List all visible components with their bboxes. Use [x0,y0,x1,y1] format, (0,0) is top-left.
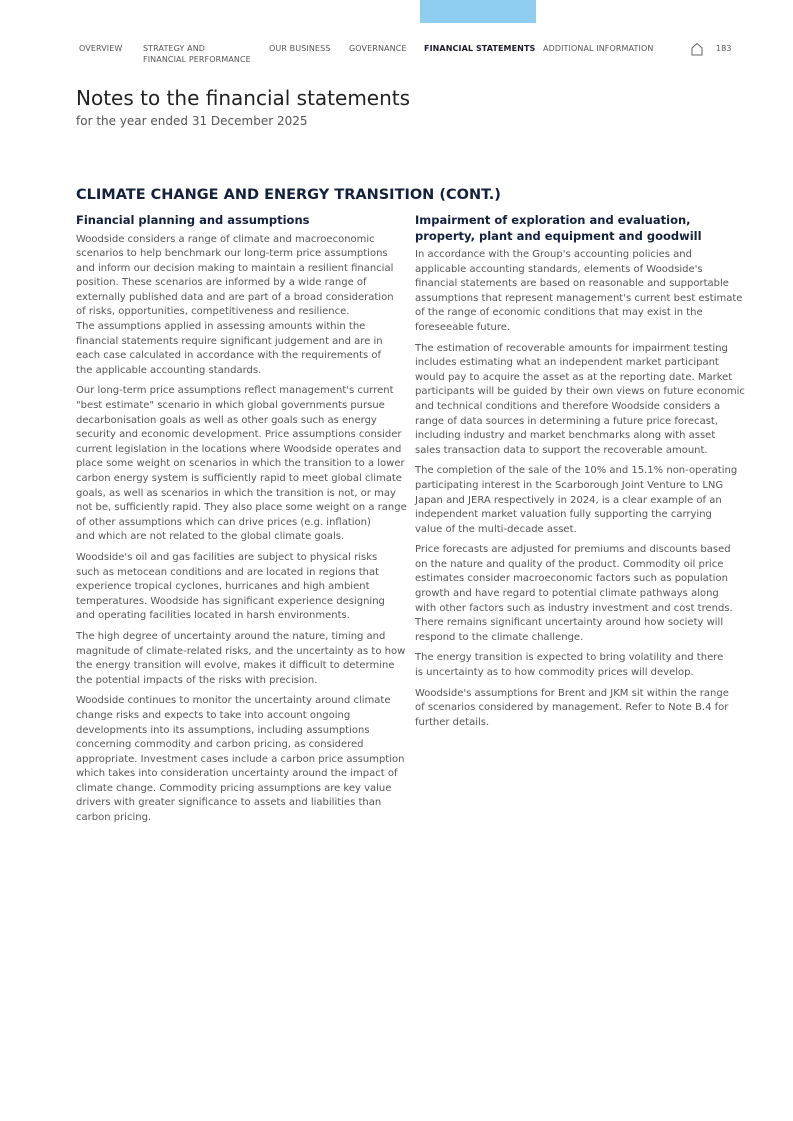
page-subtitle: for the year ended 31 December 2025 [76,114,308,128]
text-line: current legislation in the locations where Woodside operates and [76,443,402,455]
heading-line: Financial planning and assumptions [76,213,310,227]
text-line: temperatures. Woodside has significant experience designing [76,595,385,607]
text-line: financial statements are based on reasonable and supportable [415,278,729,290]
text-line: and which are not related to the global climate goals. [76,531,345,543]
section-tab-marker [420,0,536,23]
text-line: The estimation of recoverable amounts for impairment testing [415,342,728,354]
text-line: scenarios to help benchmark our long-term price assumptions [76,248,388,260]
text-line: security and economic development. Price assumptions consider [76,429,402,441]
text-line: and technical conditions and therefore Woodside considers a [415,400,721,412]
text-line: of the range of economic conditions that may exist in the [415,307,703,319]
text-line: goals, as well as scenarios in which the transition is not, or may [76,487,396,499]
text-line: foreseeable future. [415,321,511,333]
body-paragraph [76,551,406,624]
body-paragraph [415,687,745,731]
text-line: The completion of the sale of the 10% and 15.1% non-operating [415,465,738,477]
body-paragraph [76,630,406,688]
text-line: Woodside continues to monitor the uncertainty around climate [76,695,391,707]
nav-strategy[interactable]: STRATEGY AND [143,44,206,53]
text-line: respond to the climate challenge. [415,631,584,643]
nav-additional-information[interactable]: ADDITIONAL INFORMATION [543,44,654,53]
nav-our-business[interactable]: OUR BUSINESS [269,44,331,53]
text-line: "best estimate" scenario in which global governments pursue [76,400,385,412]
text-line: which takes into consideration uncertainty around the impact of [76,768,398,780]
text-line: range of data sources in determining a future price forecast, [415,415,719,427]
text-line: Woodside considers a range of climate and macroeconomic [76,233,375,245]
text-line: There remains significant uncertainty around how society will [415,617,724,629]
body-paragraph [76,694,406,825]
home-icon[interactable] [690,42,704,56]
text-line: magnitude of climate-related risks, and the uncertainty as to how [76,645,406,657]
text-line: externally published data and are part of a broad consideration [76,291,394,303]
text-line: of scenarios considered by management. Refer to Note B.4 for [415,702,729,714]
text-line: The assumptions applied in assessing amounts within the [76,321,366,333]
text-line: The energy transition is expected to bring volatility and there [415,652,724,664]
text-line: further details. [415,716,490,728]
text-line: In accordance with the Group's accounting policies and [415,249,692,260]
text-line: experience tropical cyclones, hurricanes and high ambient [76,581,370,593]
text-line: The high degree of uncertainty around the nature, timing and [76,630,386,642]
text-line: carbon pricing. [76,812,152,824]
text-line: place some weight on scenarios in which the transition to a lower [76,458,405,470]
text-line: the potential impacts of the risks with precision. [76,674,318,686]
text-line: financial statements require significant judgement and are in [76,335,383,347]
text-line: position. These scenarios are informed by a wide range of [76,277,367,289]
text-line: independent market valuation fully supporting the carrying [415,509,712,521]
nav-overview[interactable]: OVERVIEW [79,44,123,53]
left-column-heading [76,213,406,229]
text-line: participants will be guided by their own views on future economic [415,386,745,398]
text-line: Woodside's oil and gas facilities are subject to physical risks [76,551,378,563]
text-line: participating interest in the Scarborough Joint Venture to LNG [415,479,724,491]
text-line: Price forecasts are adjusted for premiums and discounts based [415,544,731,556]
text-line: value of the multi-decade asset. [415,523,577,535]
body-paragraph [415,248,745,336]
body-paragraph [415,464,745,537]
left-column [76,213,406,832]
text-line: change risks and expects to take into account ongoing [76,709,351,721]
text-line: not be, sufficiently rapid. They also place some weight on a range [76,502,407,514]
text-line: of risks, opportunities, competitiveness and resilience. [76,306,350,318]
text-line: decarbonisation goals as well as other goals such as energy [76,414,377,426]
text-line: with other factors such as industry investment and cost trends. [415,602,733,614]
text-line: the applicable accounting standards. [76,364,262,376]
text-line: and operating facilities located in harsh environments. [76,610,350,622]
text-line: developments into its assumptions, including assumptions [76,724,370,736]
text-line: drivers with greater significance to assets and liabilities than [76,797,382,809]
text-line: each case calculated in accordance with the requirements of [76,350,382,362]
text-line: concerning commodity and carbon pricing, as considered [76,739,364,751]
body-paragraph [76,384,406,545]
page-number: 183 [716,44,732,53]
page-title: Notes to the financial statements [76,86,411,110]
heading-line: property, plant and equipment and goodwill [415,228,702,243]
right-column [415,213,745,736]
text-line: Our long-term price assumptions reflect management's current [76,385,394,397]
text-line: assumptions that represent management's current best estimate [415,292,743,304]
nav-strategy-line2[interactable]: FINANCIAL PERFORMANCE [143,55,251,64]
text-line: carbon energy system is sufficiently rapid to meet global climate [76,473,402,484]
nav-governance[interactable]: GOVERNANCE [349,44,407,53]
text-line: applicable accounting standards, elements of Woodside's [415,263,703,275]
text-line: such as metocean conditions and are located in regions that [76,566,380,578]
text-line: sales transaction data to support the recoverable amount. [415,444,708,456]
text-line: Woodside's assumptions for Brent and JKM sit within the range [415,687,729,699]
body-paragraph [415,342,745,459]
text-line: climate change. Commodity pricing assumptions are key value [76,782,392,794]
text-line: includes estimating what an independent market participant [415,357,719,369]
section-title: CLIMATE CHANGE AND ENERGY TRANSITION (CONT.) [76,187,501,203]
text-line: would pay to acquire the asset as at the reporting date. Market [415,371,733,383]
text-line: of other assumptions which can drive prices (e.g. inflation) [76,516,371,528]
heading-line: Impairment of exploration and evaluation, [415,213,691,227]
text-line: including industry and market benchmarks along with asset [415,430,716,442]
text-line: Japan and JERA respectively in 2024, is a clear example of an [415,494,722,506]
body-paragraph [415,651,745,680]
text-line: is uncertainty as to how commodity prices will develop. [415,667,694,679]
nav-financial-statements[interactable]: FINANCIAL STATEMENTS [424,44,536,53]
body-paragraph [76,233,406,379]
right-column-heading [415,213,745,244]
text-line: appropriate. Investment cases include a carbon price assumption [76,753,405,765]
text-line: and inform our decision making to maintain a resilient financial [76,262,394,274]
text-line: the energy transition will evolve, makes it difficult to determine [76,660,395,672]
text-line: on the nature and quality of the product. Commodity oil price [415,558,724,570]
body-paragraph [415,543,745,645]
text-line: estimates consider macroeconomic factors such as population [415,573,728,585]
text-line: growth and have regard to potential climate pathways along [415,588,719,600]
